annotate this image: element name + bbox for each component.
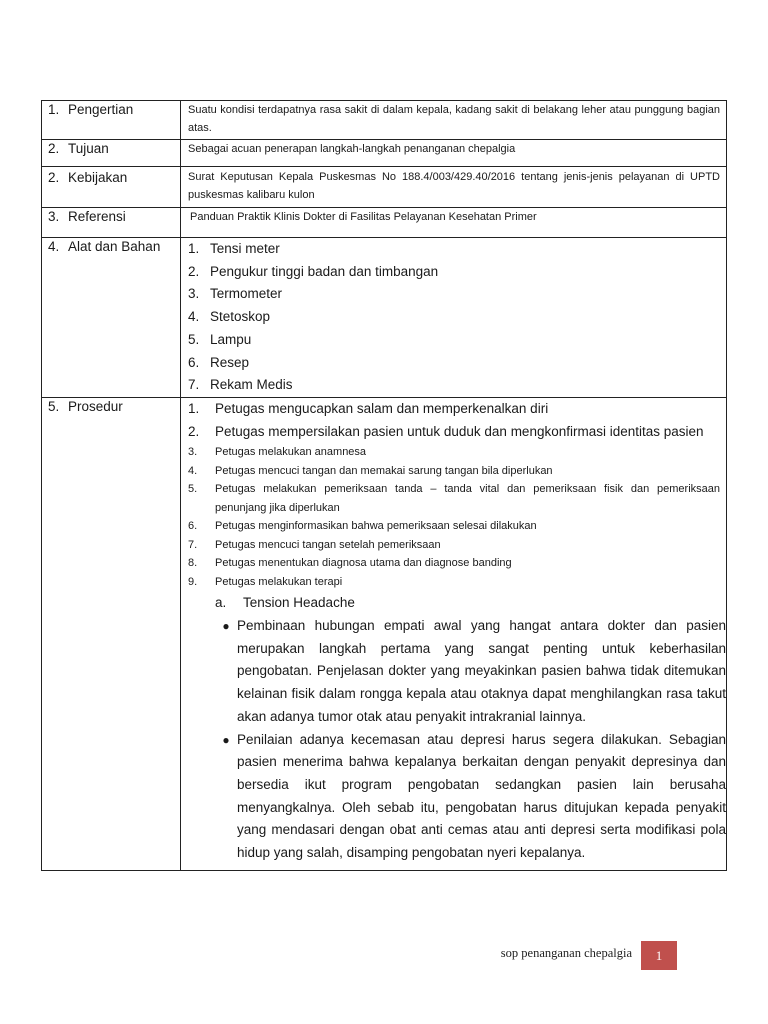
kebijakan-text: Surat Keputusan Kepala Puskesmas No 188.4/003/429.40/2016 tentang jenis-jenis pelayanan di UPTD puskesmas kalibaru kulon <box>188 171 720 201</box>
row-number: 4. <box>48 239 60 254</box>
label-cell <box>42 140 181 167</box>
content-cell <box>181 140 727 167</box>
step-number: 5. <box>188 483 198 496</box>
item-number: 4. <box>188 309 200 325</box>
row-label: Tujuan <box>68 141 109 156</box>
alat-item <box>188 329 720 352</box>
step-text: Petugas melakukan anamnesa <box>215 446 367 459</box>
row-number: 2. <box>48 141 60 156</box>
row-kebijakan <box>42 167 727 208</box>
step-number: 6. <box>188 520 198 533</box>
item-number: 7. <box>188 377 200 393</box>
row-number: 2. <box>48 170 60 185</box>
row-pengertian <box>42 101 727 140</box>
procedure-step <box>188 462 720 481</box>
step-number: 1. <box>188 400 200 416</box>
bullet-item <box>215 729 726 865</box>
referensi-text: Panduan Praktik Klinis Dokter di Fasilitas Pelayanan Kesehatan Primer <box>190 211 537 223</box>
bullet-dot-icon: ● <box>222 619 230 634</box>
sub-letter: a. <box>215 595 227 611</box>
footer-title: sop penanganan chepalgia <box>500 946 632 960</box>
item-text: Resep <box>210 354 250 370</box>
row-number: 1. <box>48 102 60 117</box>
row-label: Referensi <box>68 209 126 224</box>
step-number: 3. <box>188 446 198 459</box>
procedure-step <box>188 573 720 592</box>
item-number: 2. <box>188 263 200 279</box>
procedure-step <box>188 421 720 444</box>
step-text: Petugas mencuci tangan dan memakai sarung tangan bila diperlukan <box>215 464 553 477</box>
step-text: Petugas mempersilakan pasien untuk duduk dan mengkonfirmasi identitas pasien <box>215 423 704 439</box>
step-text: Petugas mencuci tangan setelah pemeriksaan <box>215 538 441 551</box>
bullet-item <box>215 615 726 729</box>
content-cell <box>181 238 727 398</box>
alat-item <box>188 261 720 284</box>
sub-title: Tension Headache <box>243 595 355 611</box>
procedure-list <box>181 398 726 591</box>
step-number: 9. <box>188 575 198 588</box>
bullet-dot-icon: ● <box>222 732 230 747</box>
row-number: 3. <box>48 209 60 224</box>
row-label: Kebijakan <box>68 170 128 185</box>
step-number: 4. <box>188 464 198 477</box>
label-cell <box>42 208 181 238</box>
alat-list <box>181 238 726 397</box>
step-number: 2. <box>188 423 200 439</box>
item-text: Pengukur tinggi badan dan timbangan <box>210 263 439 279</box>
pengertian-text: Suatu kondisi terdapatnya rasa sakit di dalam kepala, kadang sakit di belakang leher atau punggung bagian atas. <box>188 104 720 134</box>
bullet-list <box>215 615 726 865</box>
alat-item <box>188 238 720 261</box>
content-cell <box>181 208 727 238</box>
procedure-step <box>188 517 720 536</box>
row-prosedur <box>42 397 727 870</box>
procedure-step <box>188 398 720 421</box>
procedure-step <box>188 443 720 462</box>
page-number-badge: 1 <box>641 941 677 970</box>
row-label: Pengertian <box>68 102 134 117</box>
step-text: Petugas melakukan pemeriksaan tanda – tanda vital dan pemeriksaan fisik dan pemeriksaan penunjang jika diperlukan <box>215 483 720 514</box>
content-cell <box>181 397 727 870</box>
item-text: Termometer <box>210 286 283 302</box>
row-label: Prosedur <box>68 398 123 414</box>
step-text: Petugas menginformasikan bahwa pemeriksaan selesai dilakukan <box>215 520 537 533</box>
row-label: Alat dan Bahan <box>68 239 161 254</box>
item-text: Tensi meter <box>210 241 280 256</box>
label-cell <box>42 397 181 870</box>
item-number: 3. <box>188 286 200 302</box>
row-tujuan <box>42 140 727 167</box>
step-number: 8. <box>188 557 198 570</box>
step-text: Petugas melakukan terapi <box>215 575 343 588</box>
item-number: 1. <box>188 241 200 256</box>
item-text: Rekam Medis <box>210 377 293 393</box>
row-referensi <box>42 208 727 238</box>
alat-item <box>188 352 720 375</box>
row-alat-bahan <box>42 238 727 398</box>
procedure-step <box>188 554 720 573</box>
content-cell <box>181 101 727 140</box>
sop-table <box>41 100 727 871</box>
alat-item <box>188 283 720 306</box>
therapy-subsection <box>181 592 726 864</box>
content-cell <box>181 167 727 208</box>
procedure-step <box>188 536 720 555</box>
step-text: Petugas mengucapkan salam dan memperkenalkan diri <box>215 400 549 416</box>
step-number: 7. <box>188 538 198 551</box>
step-text: Petugas menentukan diagnosa utama dan diagnose banding <box>215 557 512 570</box>
procedure-step <box>188 480 720 517</box>
alat-item <box>188 306 720 329</box>
row-number: 5. <box>48 398 60 414</box>
item-text: Lampu <box>210 331 252 347</box>
bullet-text: Penilaian adanya kecemasan atau depresi harus segera dilakukan. Sebagian pasien menerima bahwa kepalanya berkaitan dengan penyakit depresinya dan bersedia ikut program pengobatan sedangkan pasien lain berusaha menyangkalnya. Oleh sebab itu, pengobatan harus ditujukan kepada penyakit yang mendasari dengan obat anti cemas atau anti depresi serta modifikasi pola hidup yang salah, disamping pengobatan nyeri kepalanya. <box>237 731 726 861</box>
label-cell <box>42 238 181 398</box>
label-cell <box>42 167 181 208</box>
tujuan-text: Sebagai acuan penerapan langkah-langkah penanganan chepalgia <box>188 143 516 155</box>
alat-item <box>188 374 720 397</box>
label-cell <box>42 101 181 140</box>
item-number: 5. <box>188 331 200 347</box>
item-number: 6. <box>188 354 200 370</box>
item-text: Stetoskop <box>210 309 271 325</box>
bullet-text: Pembinaan hubungan empati awal yang hangat antara dokter dan pasien merupakan langkah pertama yang sangat penting untuk keberhasilan pengobatan. Penjelasan dokter yang meyakinkan pasien bahwa tidak ditemukan kelainan fisik dalam rongga kepala atau otaknya dapat menghilangkan rasa takut akan adanya tumor otak atau penyakit intrakranial lainnya. <box>237 618 726 724</box>
